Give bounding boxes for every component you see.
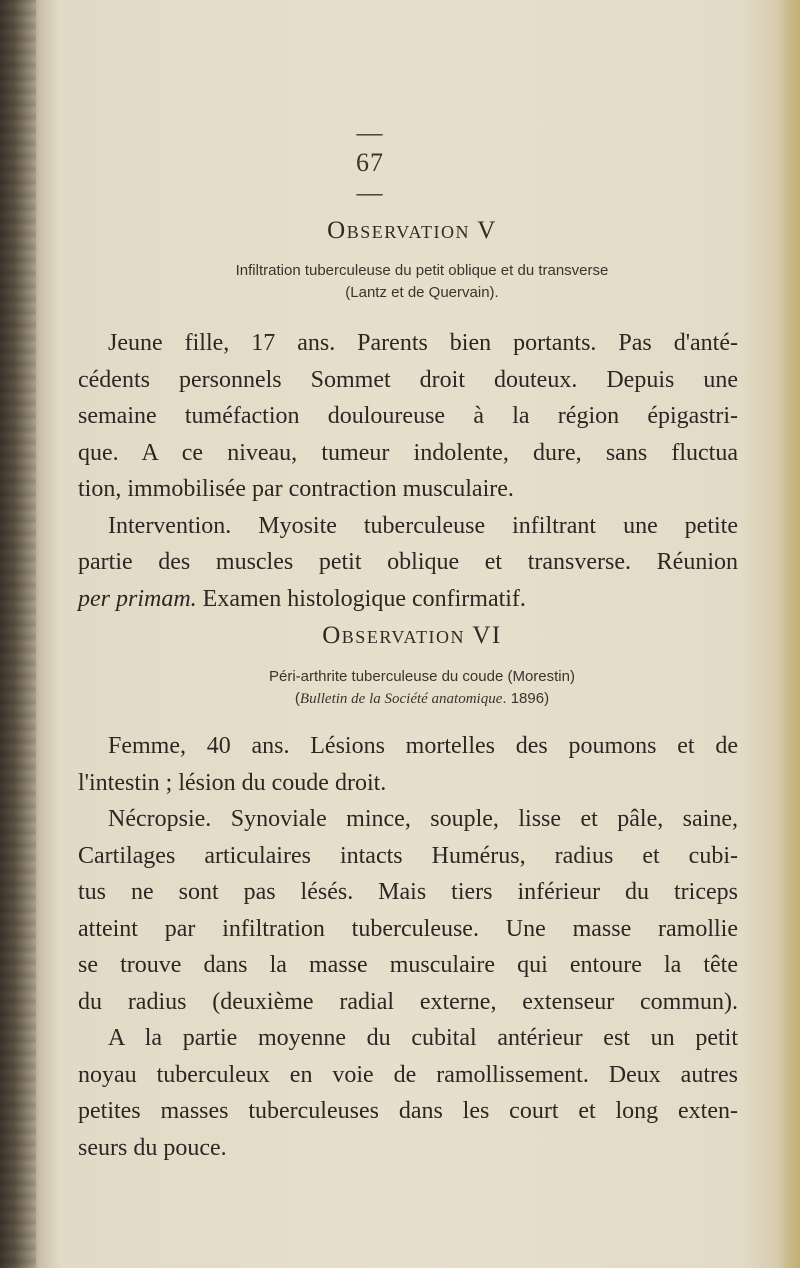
body-line: seurs du pouce. [78,1134,227,1161]
observation-vi-title: Observation VI [322,622,502,649]
body-line: se trouve dans la masse musculaire qui entoure la tête [78,952,738,978]
page-number: — 67 — [356,118,384,207]
body-line: Nécropsie. Synoviale mince, souple, lisse et pâle, saine, [108,806,738,832]
body-line: du radius (deuxième radial externe, extenseur commun). [78,988,738,1015]
body-line-rest: Examen histologique confirmatif. [196,585,526,612]
body-line: atteint par infiltration tuberculeuse. Une masse ramollie [78,915,738,942]
body-line: A la partie moyenne du cubital antérieur est un petit [108,1025,738,1051]
body-line-last [78,581,738,618]
observation-v-source: (Lantz et de Quervain). [345,284,499,301]
body-line: l'intestin ; lésion du coude droit. [78,769,387,796]
italic-phrase: per primam. [78,585,197,612]
source-open-paren: ( [294,690,300,707]
body-line: Intervention. Myosite tuberculeuse infiltrant une petite [108,512,738,539]
observation-v-title: Observation V [327,217,497,244]
body-line: Cartilages articulaires intacts Humérus, radius et cubi- [78,842,738,869]
observation-vi-source [22,688,800,710]
observation-v-body [78,325,738,617]
source-year: . 1896) [502,690,550,707]
body-line: cédents personnels Sommet droit douteux. Depuis une [78,366,738,393]
body-line: Femme, 40 ans. Lésions mortelles des poumons et de [108,733,738,759]
observation-vi-subtitle: Péri-arthrite tuberculeuse du coude (Morestin) [269,668,575,685]
body-line: semaine tuméfaction douloureuse à la région épigastri- [78,403,738,429]
body-line: petites masses tuberculeuses dans les court et long exten- [78,1098,738,1124]
body-line: partie des muscles petit oblique et transverse. Réunion [78,549,738,575]
body-line: que. A ce niveau, tumeur indolente, dure, sans fluctua [78,439,738,466]
observation-v-subtitle: Infiltration tuberculeuse du petit oblique et du transverse [235,262,609,279]
body-line: tus ne sont pas lésés. Mais tiers inférieur du triceps [78,879,738,905]
body-line: noyau tuberculeux en voie de ramollissement. Deux autres [78,1061,738,1088]
source-journal: Bulletin de la Société anatomique [299,691,503,707]
body-line: Jeune fille, 17 ans. Parents bien portants. Pas d'anté- [108,330,738,356]
body-line: tion, immobilisée par contraction musculaire. [78,476,514,502]
observation-vi-body [78,728,738,1166]
